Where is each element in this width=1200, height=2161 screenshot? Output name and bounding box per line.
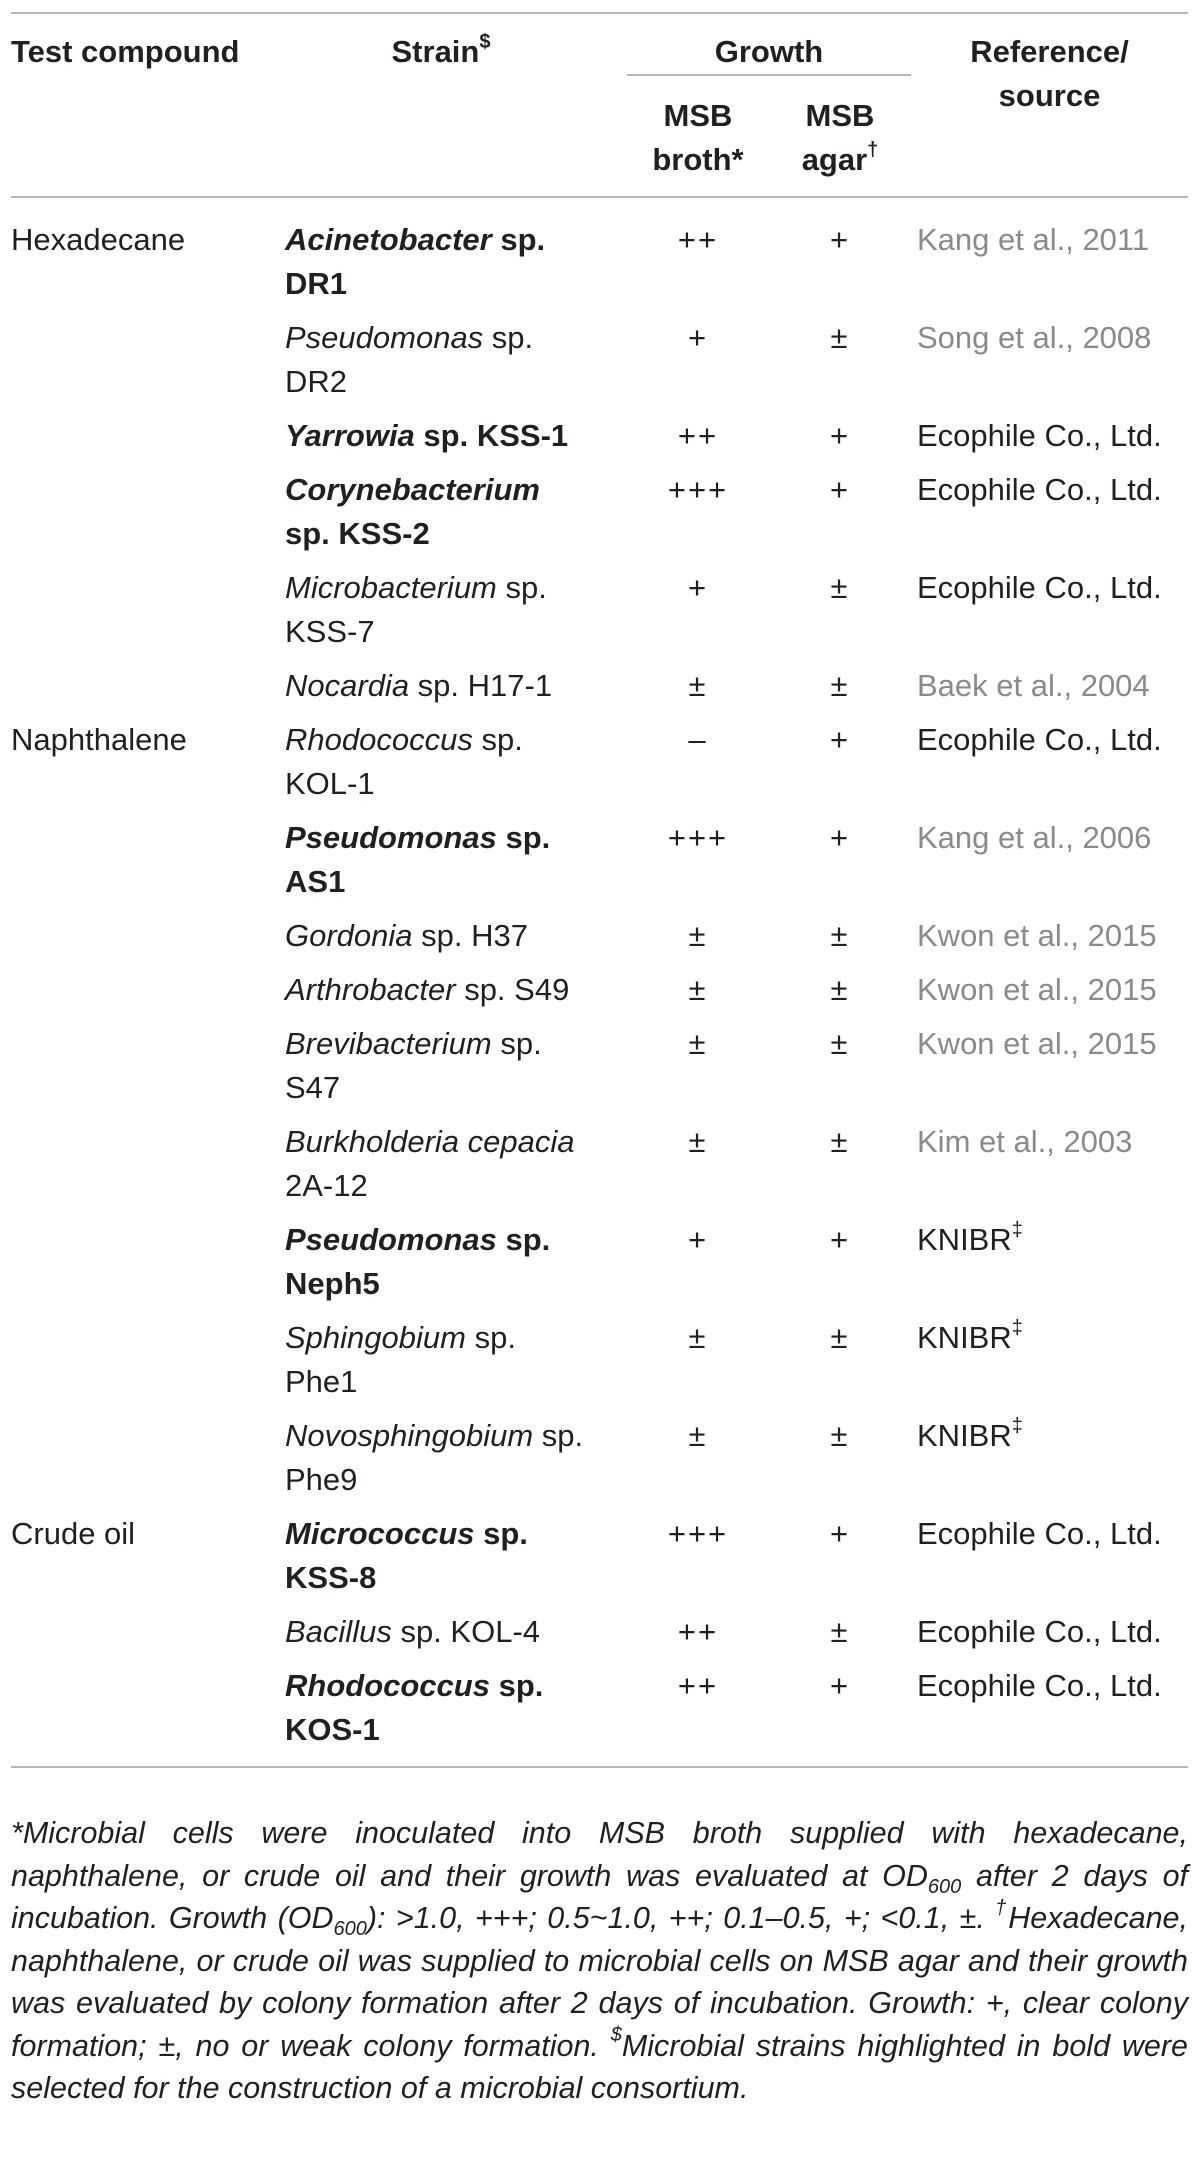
cell-msb-broth: ±	[688, 972, 708, 1007]
strain-id: sp.	[472, 722, 523, 757]
cell-reference	[911, 407, 1188, 461]
strain-id-line2: 2A-12	[285, 1168, 368, 1203]
reference-mark: ‡	[1011, 1218, 1023, 1241]
strain-genus: Pseudomonas	[285, 1222, 497, 1257]
strain-id: sp. KOL-4	[391, 1614, 541, 1649]
cell-reference	[911, 461, 1188, 559]
cell-test-compound	[11, 461, 285, 559]
cell-msb-agar: ±	[830, 972, 850, 1007]
table-row	[11, 907, 1188, 961]
cell-strain	[285, 197, 627, 309]
cell-reference	[911, 711, 1188, 809]
strain-id: sp.	[465, 1320, 516, 1355]
cell-msb-agar: ±	[830, 320, 850, 355]
cell-msb-broth: ±	[688, 918, 708, 953]
cell-msb-broth: –	[688, 722, 708, 757]
cell-reference	[911, 657, 1188, 711]
cell-msb-agar: ±	[830, 1614, 850, 1649]
table-row	[11, 461, 1188, 559]
strain-id-line2: DR2	[285, 364, 348, 399]
cell-msb-broth: +	[687, 320, 709, 355]
strain-id: sp. H17-1	[409, 668, 553, 703]
cell-strain	[285, 1603, 627, 1657]
cell-msb-broth: ++	[677, 418, 719, 453]
strain-genus: Sphingobium	[285, 1320, 466, 1355]
cell-test-compound	[11, 1211, 285, 1309]
cell-reference	[911, 907, 1188, 961]
cell-strain	[285, 1015, 627, 1113]
cell-msb-broth: ++	[677, 1668, 719, 1703]
cell-test-compound	[11, 1603, 285, 1657]
reference-text: Kim et al., 2003	[917, 1124, 1133, 1159]
cell-msb-agar: ±	[830, 918, 850, 953]
cell-msb-broth: +	[687, 1222, 709, 1257]
reference-text: KNIBR	[917, 1320, 1012, 1355]
cell-msb-broth: +	[687, 570, 709, 605]
strain-genus: Corynebacterium	[285, 472, 540, 507]
cell-msb-agar: +	[829, 1222, 851, 1257]
table-row	[11, 1505, 1188, 1603]
cell-test-compound: Hexadecane	[11, 222, 186, 257]
reference-text: Song et al., 2008	[917, 320, 1152, 355]
strain-genus: Rhodococcus	[285, 722, 473, 757]
reference-text: Ecophile Co., Ltd.	[917, 570, 1162, 605]
header-test-compound: Test compound	[11, 34, 240, 69]
cell-test-compound	[11, 1657, 285, 1767]
cell-strain	[285, 309, 627, 407]
strain-id-line2: KSS-8	[285, 1560, 377, 1595]
cell-msb-agar: +	[829, 222, 851, 257]
strain-genus: Microbacterium	[285, 570, 497, 605]
table-body	[11, 197, 1188, 1767]
strain-genus: Bacillus	[285, 1614, 392, 1649]
cell-msb-agar: +	[829, 418, 851, 453]
cell-strain	[285, 961, 627, 1015]
cell-msb-broth: ±	[688, 1026, 708, 1061]
cell-msb-agar: ±	[830, 1026, 850, 1061]
strain-genus: Burkholderia cepacia	[285, 1124, 575, 1159]
strain-genus: Pseudomonas	[285, 820, 497, 855]
cell-test-compound	[11, 1113, 285, 1211]
strain-id-line2: DR1	[285, 266, 348, 301]
cell-reference	[911, 1015, 1188, 1113]
table-row	[11, 1309, 1188, 1407]
strain-id: sp. KSS-1	[414, 418, 569, 453]
header-growth: Growth	[627, 13, 911, 75]
table-header	[11, 13, 1188, 197]
strain-id: sp.	[533, 1418, 584, 1453]
strain-id-line2: S47	[285, 1070, 341, 1105]
strain-genus: Acinetobacter	[285, 222, 492, 257]
cell-test-compound	[11, 907, 285, 961]
strain-genus: Arthrobacter	[285, 972, 456, 1007]
cell-reference	[911, 1309, 1188, 1407]
cell-reference	[911, 1407, 1188, 1505]
strain-id: sp.	[483, 320, 534, 355]
header-strain: Strain$	[391, 30, 491, 69]
cell-test-compound	[11, 809, 285, 907]
cell-test-compound	[11, 1407, 285, 1505]
cell-reference	[911, 1211, 1188, 1309]
strain-id-line2: KOL-1	[285, 766, 375, 801]
reference-text: Kang et al., 2011	[917, 222, 1150, 257]
cell-msb-broth: ±	[688, 1418, 708, 1453]
cell-strain	[285, 809, 627, 907]
strain-id: sp. H37	[412, 918, 528, 953]
cell-msb-agar: ±	[830, 1124, 850, 1159]
table-row	[11, 1211, 1188, 1309]
cell-msb-agar: ±	[830, 1418, 850, 1453]
cell-reference	[911, 197, 1188, 309]
cell-msb-broth: ++	[677, 222, 719, 257]
cell-reference	[911, 1657, 1188, 1767]
strain-genus: Pseudomonas	[285, 320, 484, 355]
strain-id-line2: sp. KSS-2	[285, 516, 430, 551]
header-reference: Reference/ source	[970, 34, 1129, 113]
strain-id: sp.	[491, 1026, 542, 1061]
cell-test-compound	[11, 559, 285, 657]
reference-text: KNIBR	[917, 1418, 1012, 1453]
table-row	[11, 1015, 1188, 1113]
cell-test-compound	[11, 657, 285, 711]
cell-msb-broth: +++	[667, 1516, 729, 1551]
reference-text: Kwon et al., 2015	[917, 1026, 1157, 1061]
strain-id-line2: Neph5	[285, 1266, 380, 1301]
cell-test-compound	[11, 407, 285, 461]
table-row	[11, 309, 1188, 407]
reference-text: Ecophile Co., Ltd.	[917, 1516, 1162, 1551]
reference-mark: ‡	[1011, 1316, 1023, 1339]
strain-genus: Novosphingobium	[285, 1418, 534, 1453]
cell-msb-agar: +	[829, 820, 851, 855]
reference-text: Ecophile Co., Ltd.	[917, 418, 1162, 453]
cell-msb-broth: ±	[688, 668, 708, 703]
table-row	[11, 1407, 1188, 1505]
table-row	[11, 1657, 1188, 1767]
table-row	[11, 407, 1188, 461]
cell-reference	[911, 809, 1188, 907]
cell-reference	[911, 1603, 1188, 1657]
strain-id: sp.	[491, 222, 546, 257]
strain-id-line2: Phe1	[285, 1364, 358, 1399]
strain-id: sp. S49	[455, 972, 570, 1007]
cell-strain	[285, 1505, 627, 1603]
cell-strain	[285, 1309, 627, 1407]
strain-id: sp.	[496, 570, 547, 605]
strain-id: sp.	[496, 1222, 551, 1257]
strain-genus: Rhodococcus	[285, 1668, 490, 1703]
strain-genus: Gordonia	[285, 918, 413, 953]
cell-msb-agar: ±	[830, 668, 850, 703]
table-row	[11, 559, 1188, 657]
table-row	[11, 657, 1188, 711]
cell-reference	[911, 961, 1188, 1015]
table-row	[11, 711, 1188, 809]
cell-strain	[285, 1211, 627, 1309]
reference-text: Ecophile Co., Ltd.	[917, 1668, 1162, 1703]
cell-strain	[285, 907, 627, 961]
header-msb-agar: MSB agar†	[801, 98, 879, 177]
strain-id-line2: AS1	[285, 864, 346, 899]
table-row	[11, 1603, 1188, 1657]
strain-id-line2: KOS-1	[285, 1712, 380, 1747]
cell-test-compound: Naphthalene	[11, 722, 187, 757]
cell-test-compound	[11, 1309, 285, 1407]
table-footnote: *Microbial cells were inoculated into MSB broth supplied with hexadecane, naphthalene, or crude oil and their growth was evaluated at $OD_{600}$ after 2 days of incubation. Growth $(OD_{600})$: >1.0, +++; 0.5~1.0, ++; 0.1–0.5, +; <0.1, ±. †Hexadecane, naphthalene, or crude oil was supplied to microbial cells on MSB agar and their growth was evaluated by colony formation after 2 days of incubation. Growth: +, clear colony formation; ±, no or weak colony formation. $Microbial strains highlighted in bold were selected for the construction of a microbial consortium.	[11, 1816, 1189, 2105]
strain-growth-table	[11, 12, 1188, 1768]
cell-reference	[911, 309, 1188, 407]
strain-id: sp.	[474, 1516, 528, 1551]
cell-test-compound	[11, 309, 285, 407]
cell-msb-agar: +	[829, 722, 851, 757]
cell-msb-agar: +	[829, 472, 851, 507]
cell-reference	[911, 1113, 1188, 1211]
header-msb-broth: MSB broth*	[652, 98, 744, 177]
reference-text: Baek et al., 2004	[917, 668, 1150, 703]
cell-test-compound	[11, 1015, 285, 1113]
strain-genus: Nocardia	[285, 668, 410, 703]
cell-reference	[911, 559, 1188, 657]
cell-strain	[285, 461, 627, 559]
cell-msb-broth: +++	[667, 472, 729, 507]
reference-text: KNIBR	[917, 1222, 1012, 1257]
reference-text: Ecophile Co., Ltd.	[917, 1614, 1162, 1649]
table-row	[11, 961, 1188, 1015]
strain-id-line2: KSS-7	[285, 614, 375, 649]
cell-strain	[285, 1113, 627, 1211]
cell-msb-agar: +	[829, 1668, 851, 1703]
strain-id: sp.	[489, 1668, 544, 1703]
cell-msb-broth: ±	[688, 1320, 708, 1355]
reference-text: Kwon et al., 2015	[917, 918, 1157, 953]
table-row	[11, 197, 1188, 309]
cell-strain	[285, 657, 627, 711]
cell-msb-agar: +	[829, 1516, 851, 1551]
strain-id-line2: Phe9	[285, 1462, 358, 1497]
cell-msb-agar: ±	[830, 1320, 850, 1355]
cell-msb-broth: +++	[667, 820, 729, 855]
reference-mark: ‡	[1011, 1414, 1023, 1437]
table-row	[11, 1113, 1188, 1211]
cell-test-compound: Crude oil	[11, 1516, 136, 1551]
cell-msb-broth: ±	[688, 1124, 708, 1159]
reference-text: Kwon et al., 2015	[917, 972, 1157, 1007]
cell-strain	[285, 1657, 627, 1767]
reference-text: Ecophile Co., Ltd.	[917, 472, 1162, 507]
cell-strain	[285, 1407, 627, 1505]
strain-id: sp.	[496, 820, 551, 855]
reference-text: Kang et al., 2006	[917, 820, 1152, 855]
reference-text: Ecophile Co., Ltd.	[917, 722, 1162, 757]
strain-genus: Brevibacterium	[285, 1026, 492, 1061]
cell-strain	[285, 711, 627, 809]
cell-reference	[911, 1505, 1188, 1603]
cell-strain	[285, 559, 627, 657]
cell-strain	[285, 407, 627, 461]
cell-msb-broth: ++	[677, 1614, 719, 1649]
cell-msb-agar: ±	[830, 570, 850, 605]
cell-test-compound	[11, 961, 285, 1015]
table-row	[11, 809, 1188, 907]
strain-genus: Micrococcus	[285, 1516, 475, 1551]
strain-genus: Yarrowia	[285, 418, 415, 453]
